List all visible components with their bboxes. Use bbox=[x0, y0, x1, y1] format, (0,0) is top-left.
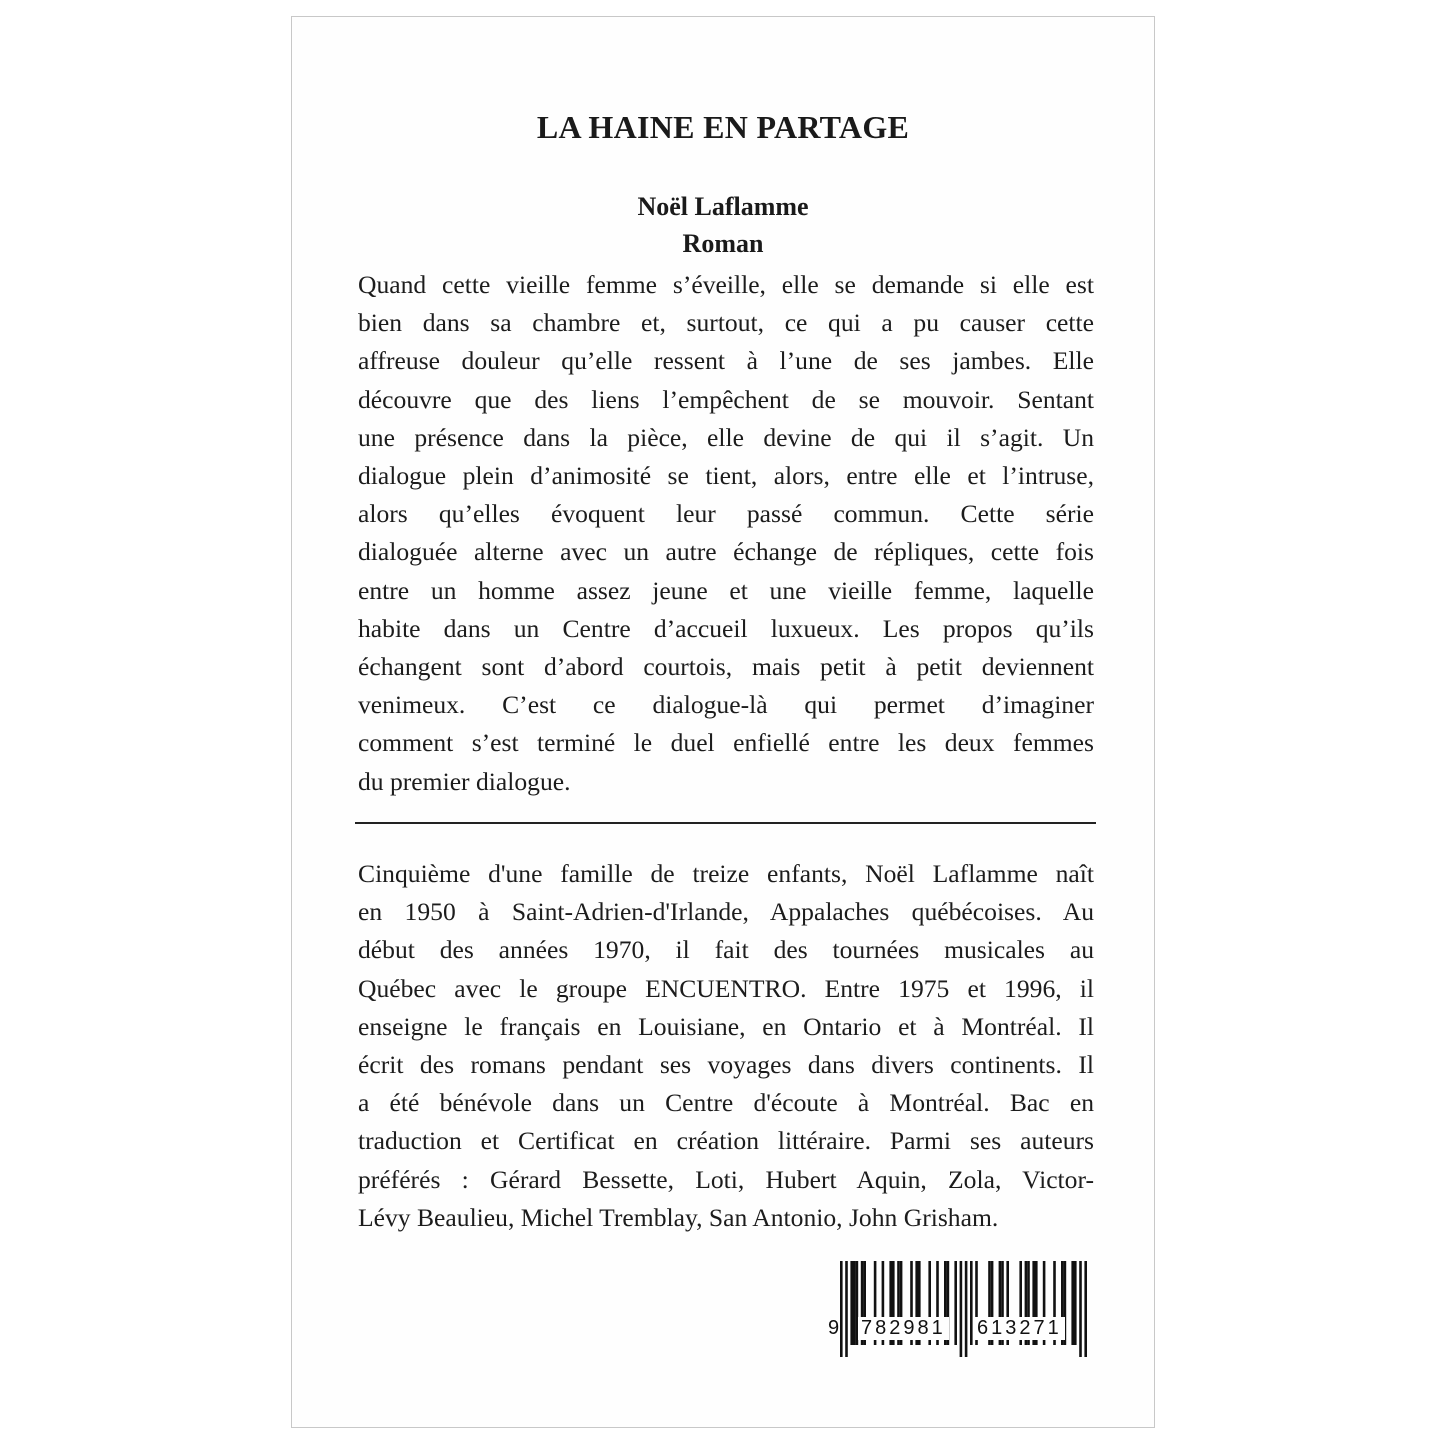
bio-line: préférés : Gérard Bessette, Loti, Hubert Aquin, Zola, Victor- bbox=[358, 1164, 1094, 1194]
summary-line: bien dans sa chambre et, surtout, ce qui a pu causer cette bbox=[358, 308, 1094, 338]
summary-paragraph bbox=[358, 266, 1094, 801]
summary-line: dialoguée alterne avec un autre échange de répliques, cette fois bbox=[358, 537, 1094, 567]
summary-line: échangent sont d’abord courtois, mais petit à petit deviennent bbox=[358, 652, 1094, 682]
bio-line: Cinquième d'une famille de treize enfants, Noël Laflamme naît bbox=[358, 859, 1094, 888]
book-back-cover bbox=[291, 16, 1155, 1428]
summary-line: une présence dans la pièce, elle devine de qui il s’agit. Un bbox=[358, 422, 1094, 452]
summary-line: alors qu’elles évoquent leur passé commun. Cette série bbox=[358, 499, 1094, 529]
book-title: LA HAINE EN PARTAGE bbox=[536, 109, 910, 145]
bio-line: enseigne le français en Louisiane, en Ontario et à Montréal. Il bbox=[358, 1011, 1094, 1041]
bio-line: en 1950 à Saint-Adrien-d'Irlande, Appalaches québécoises. Au bbox=[358, 897, 1094, 927]
isbn-digit-group-right: 613271 bbox=[974, 1317, 1065, 1340]
isbn-first-digit: 9 bbox=[828, 1317, 840, 1339]
bio-line: écrit des romans pendant ses voyages dans divers continents. Il bbox=[358, 1050, 1094, 1080]
bio-line: traduction et Certificat en création littéraire. Parmi ses auteurs bbox=[358, 1126, 1094, 1156]
summary-line: habite dans un Centre d’accueil luxueux. Les propos qu’ils bbox=[358, 613, 1094, 643]
author-bio-paragraph bbox=[358, 855, 1094, 1237]
summary-line: découvre que des liens l’empêchent de se mouvoir. Sentant bbox=[358, 384, 1094, 414]
author-name: Noël Laflamme bbox=[637, 192, 809, 221]
section-divider bbox=[355, 822, 1096, 824]
genre-label: Roman bbox=[682, 229, 764, 258]
summary-line: dialogue plein d’animosité se tient, alors, entre elle et l’intruse, bbox=[358, 461, 1094, 491]
bio-line: Québec avec le groupe ENCUENTRO. Entre 1975 et 1996, il bbox=[358, 973, 1094, 1003]
bio-line: a été bénévole dans un Centre d'écoute à Montréal. Bac en bbox=[358, 1088, 1094, 1118]
isbn-digit-group-left: 782981 bbox=[858, 1317, 949, 1340]
bio-line: Lévy Beaulieu, Michel Tremblay, San Antonio, John Grisham. bbox=[358, 1202, 999, 1232]
summary-line: comment s’est terminé le duel enfiellé entre les deux femmes bbox=[358, 728, 1094, 758]
bio-line: début des années 1970, il fait des tournées musicales au bbox=[358, 935, 1094, 965]
isbn-digits bbox=[828, 1317, 1094, 1347]
summary-line: venimeux. C’est ce dialogue-là qui permet d’imaginer bbox=[358, 690, 1094, 720]
summary-line: affreuse douleur qu’elle ressent à l’une de ses jambes. Elle bbox=[358, 346, 1094, 376]
summary-line: du premier dialogue. bbox=[358, 766, 571, 796]
summary-line: entre un homme assez jeune et une vieille femme, laquelle bbox=[358, 575, 1094, 605]
summary-line: Quand cette vieille femme s’éveille, elle se demande si elle est bbox=[358, 270, 1094, 299]
